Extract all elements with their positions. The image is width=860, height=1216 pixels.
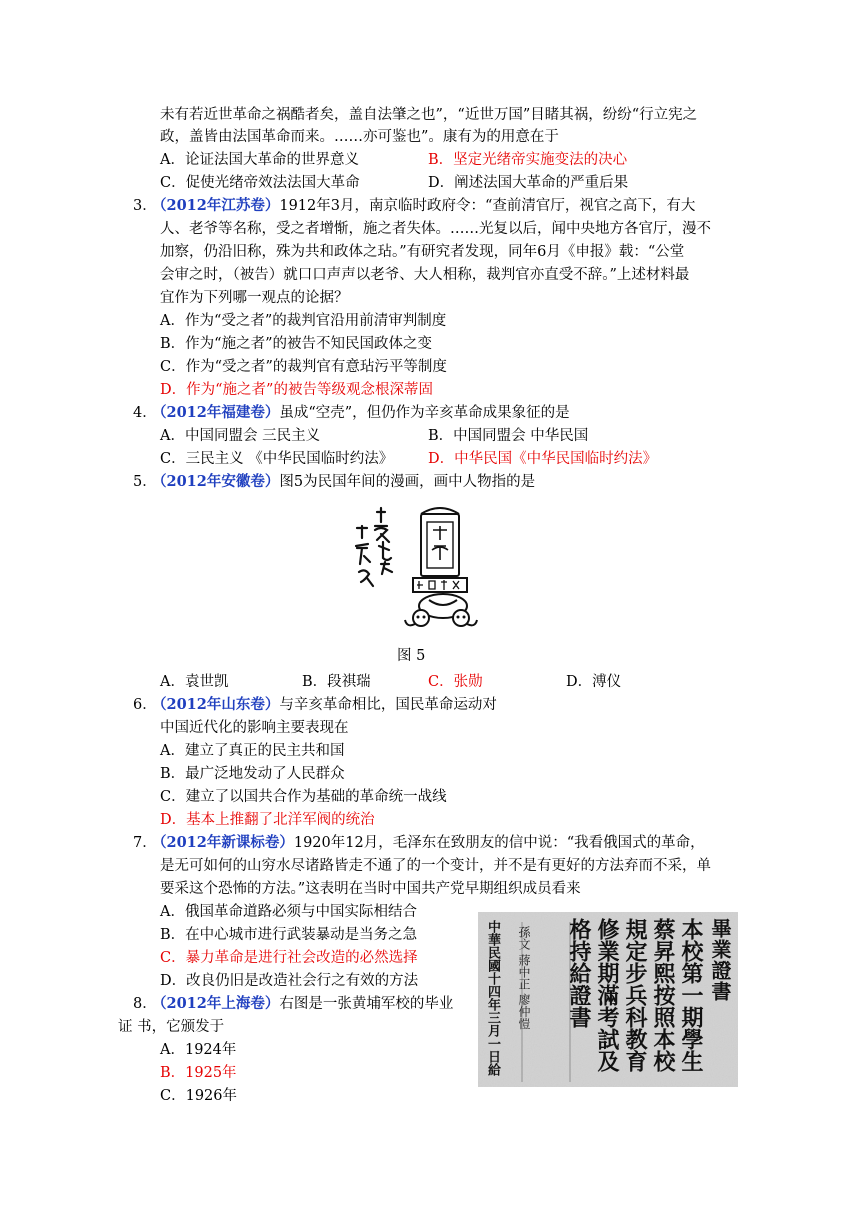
q3-stem-line-3: 加察，仍沿旧称，殊为共和政体之玷。”有研究者发现，同年6月《申报》载：“公堂 <box>160 244 685 260</box>
q3-option-a: A．作为“受之者”的裁判官沿用前清审判制度 <box>160 313 447 329</box>
q7-option-a: A．俄国革命道路必须与中国实际相结合 <box>160 904 417 920</box>
q5-first-line <box>152 471 535 493</box>
q7-source-tag: （2012年新课标卷） <box>152 834 294 851</box>
figure-5-caption: 图 5 <box>397 648 426 664</box>
q3-source-tag: （2012年江苏卷） <box>152 197 280 214</box>
q7-option-d: D．改良仍旧是改造社会行之有效的方法 <box>160 973 419 989</box>
q3-stem-line-1: 1912年3月，南京临时政府令：“查前清官厅，视官之高下，有大 <box>279 198 696 214</box>
q4-option-b: B．中国同盟会 中华民国 <box>428 428 589 444</box>
q7-first-line <box>152 832 705 854</box>
certificate-column-1: 本校第一期學生 <box>678 918 704 1072</box>
q8-stem-line-2: 证 书，它颁发于 <box>118 1019 225 1035</box>
q7-stem-line-3: 要采这个恐怖的方法。”这表明在当时中国共产党早期组织成员看来 <box>160 881 581 897</box>
figure-5-cartoon <box>345 500 485 635</box>
q5-option-b: B．段祺瑞 <box>302 674 371 690</box>
q4-source-tag: （2012年福建卷） <box>152 404 280 421</box>
q3-option-c: C．作为“受之者”的裁判官有意玷污平等制度 <box>160 359 447 375</box>
certificate-column-4: 修業期滿考試及 <box>594 918 620 1072</box>
q2-option-d: D．阐述法国大革命的严重后果 <box>428 175 629 191</box>
q6-option-c: C．建立了以国共合作为基础的革命统一战线 <box>160 789 447 805</box>
q2-option-a: A．论证法国大革命的世界意义 <box>160 152 359 168</box>
q7-stem-line-2: 是无可如何的山穷水尽诸路皆走不通了的一个变计，并不是有更好的方法弃而不采，单 <box>160 858 711 874</box>
q3-first-line <box>152 195 695 217</box>
q6-stem-line-2: 中国近代化的影响主要表现在 <box>160 720 349 736</box>
q2-option-b: B．坚定光绪帝实施变法的决心 <box>428 152 628 168</box>
q3-stem-line-4: 会审之时，（被告）就口口声声以老爷、大人相称，裁判官亦直受不辞。”上述材料最 <box>160 267 690 283</box>
q7-option-c: C．暴力革命是进行社会改造的必然选择 <box>160 950 418 966</box>
q3-number: 3． <box>133 198 157 214</box>
q7-option-b: B．在中心城市进行武装暴动是当务之急 <box>160 927 418 943</box>
q6-option-d: D．基本上推翻了北洋军阀的统治 <box>160 812 375 828</box>
q4-first-line <box>152 402 570 424</box>
q6-first-line <box>152 694 497 716</box>
q6-option-a: A．建立了真正的民主共和国 <box>160 743 345 759</box>
certificate-column-3: 規定步兵科教育 <box>622 918 648 1072</box>
q4-stem: 虽成“空壳”，但仍作为辛亥革命成果象征的是 <box>279 405 570 421</box>
q3-stem-line-5: 宜作为下列哪一观点的论据？ <box>160 290 349 306</box>
certificate-signers: 孫文 蔣中正 廖仲愷 <box>517 926 531 1030</box>
q6-source-tag: （2012年山东卷） <box>152 696 280 713</box>
q2-option-c: C．促使光绪帝效法法国大革命 <box>160 175 360 191</box>
q4-number: 4． <box>133 405 157 421</box>
cartoon-drawing <box>345 500 485 635</box>
q2-stem-line-1: 未有若近世革命之祸酷者矣，盖自法肇之也”，“近世万国”目睹其祸，纷纷“行立宪之 <box>160 107 698 123</box>
certificate-column-2: 蔡昇熙按照本校 <box>650 918 676 1072</box>
q7-number: 7． <box>133 835 157 851</box>
q3-stem-line-2: 人、老爷等名称，受之者增惭，施之者失体。……光复以后，闻中央地方各官厅，漫不 <box>160 221 711 237</box>
certificate-date: 中華民國十四年三月一日給 <box>485 920 500 1076</box>
q4-option-a: A．中国同盟会 三民主义 <box>160 428 321 444</box>
q8-source-tag: （2012年上海卷） <box>152 995 280 1012</box>
q8-option-b: B．1925年 <box>160 1065 237 1081</box>
q5-source-tag: （2012年安徽卷） <box>152 473 280 490</box>
q2-stem-line-2: 政，盖皆由法国革命而来。……亦可鉴也”。康有为的用意在于 <box>160 129 559 145</box>
q5-stem: 图5为民国年间的漫画，画中人物指的是 <box>279 474 536 490</box>
q8-stem-line-1: 右图是一张黄埔军校的毕业 <box>279 996 454 1012</box>
certificate-column-5: 格持給證書 <box>566 918 592 1028</box>
q8-option-a: A．1924年 <box>160 1042 237 1058</box>
certificate-title: 畢業證書 <box>708 918 732 1002</box>
q8-first-line <box>152 993 453 1015</box>
q4-option-c: C．三民主义 《中华民国临时约法》 <box>160 451 394 467</box>
q5-option-c: C．张勋 <box>428 674 483 690</box>
q4-option-d: D．中华民国《中华民国临时约法》 <box>428 451 658 467</box>
q6-number: 6． <box>133 697 157 713</box>
q6-stem-line-1: 与辛亥革命相比，国民革命运动对 <box>279 697 497 713</box>
graduation-certificate-photo <box>478 912 738 1087</box>
q8-number: 8． <box>133 996 157 1012</box>
q6-option-b: B．最广泛地发动了人民群众 <box>160 766 345 782</box>
q5-option-d: D．溥仪 <box>566 674 622 690</box>
q3-option-b: B．作为“施之者”的被告不知民国政体之变 <box>160 336 432 352</box>
q7-stem-line-1: 1920年12月，毛泽东在致朋友的信中说：“我看俄国式的革命， <box>293 835 705 851</box>
q3-option-d: D．作为“施之者”的被告等级观念根深蒂固 <box>160 382 433 398</box>
q5-number: 5． <box>133 474 157 490</box>
q8-option-c: C．1926年 <box>160 1088 237 1104</box>
q5-option-a: A．袁世凯 <box>160 674 229 690</box>
